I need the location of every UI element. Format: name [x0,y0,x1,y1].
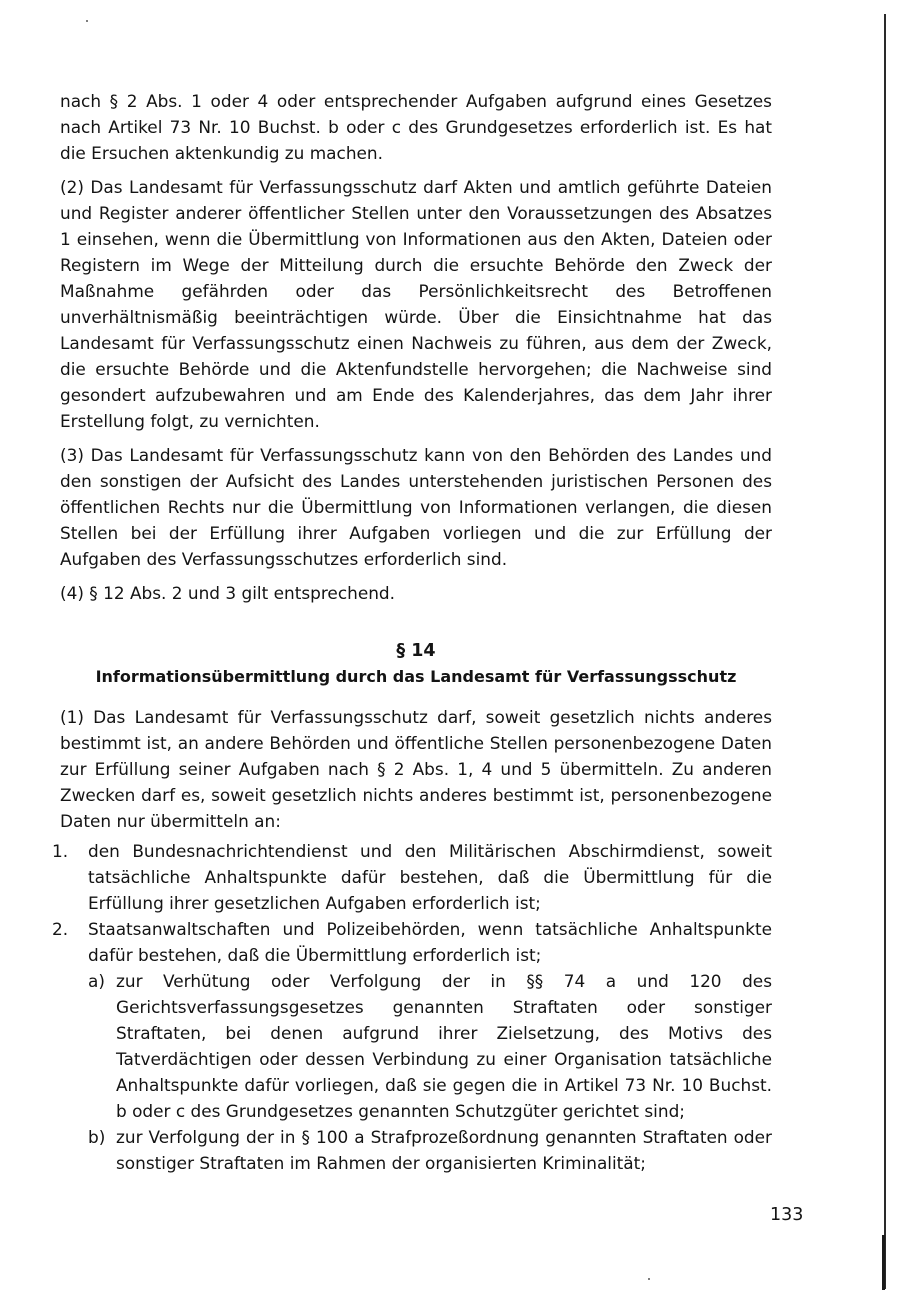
paragraph-2: (2) Das Landesamt für Verfassungsschutz darf Akten und amtlich geführte Dateien und Register anderer öffentlicher Stellen unter den Voraussetzungen des Absatzes 1 einsehen, wenn die Übermittlung von Informationen aus den Akten, Dateien oder Registern im Wege der Mitteilung durch die ersuchte Behörde den Zweck der Maßnahme gefährden oder das Persönlichkeitsrecht des Betroffenen unverhältnismäßig beeinträchtigen würde. Über die Einsichtnahme hat das Landesamt für Verfassungsschutz einen Nachweis zu führen, aus dem der Zweck, die ersuchte Behörde und die Aktenfundstelle hervorgehen; die Nachweise sind gesondert aufzubewahren und am Ende des Kalenderjahres, das dem Jahr ihrer Erstellung folgt, zu vernichten. [60,177,772,431]
page-edge-line [884,14,886,1289]
scan-speck [648,1278,650,1280]
sub-item-letter: b) [88,1127,106,1147]
list-item-number: 2. [52,919,69,939]
list-item-1 [52,838,772,916]
page-number: 133 [770,1205,804,1225]
section-paragraph-1: (1) Das Landesamt für Verfassungsschutz darf, soweit gesetzlich nichts anderes bestimmt ist, an andere Behörden und öffentliche Stellen personenbezogene Daten zur Erfüllung seiner Aufgaben nach § 2 Abs. 1, 4 und 5 übermitteln. Zu anderen Zwecken darf es, soweit gesetzlich nichts anderes bestimmt ist, personenbezogene Daten nur übermitteln an: [60,707,772,831]
list-item-2 [52,916,772,968]
sub-item-letter: a) [88,971,105,991]
paragraph-3: (3) Das Landesamt für Verfassungsschutz kann von den Behörden des Landes und den sonstigen der Aufsicht des Landes unterstehenden juristischen Personen des öffentlichen Rechts nur die Übermittlung von Informationen verlangen, die diesen Stellen bei der Erfüllung ihrer Aufgaben vorliegen und die zur Erfüllung der Aufgaben des Verfassungsschutzes erforderlich sind. [60,445,772,569]
sub-item-a [60,968,772,1124]
section-title: Informationsübermittlung durch das Landesamt für Verfassungsschutz [95,667,737,686]
list-item-text: den Bundesnachrichtendienst und den Militärischen Abschirmdienst, soweit tatsächliche Anhaltspunkte dafür bestehen, daß die Übermittlung für die Erfüllung ihrer gesetzlichen Aufgaben erforderlich ist; [88,841,772,913]
paragraph-4: (4) § 12 Abs. 2 und 3 gilt entsprechend. [60,583,396,603]
list-item-text: Staatsanwaltschaften und Polizeibehörden, wenn tatsächliche Anhaltspunkte dafür bestehen, daß die Übermittlung erforderlich ist; [88,919,772,965]
section-heading [60,638,772,690]
continued-paragraph: nach § 2 Abs. 1 oder 4 oder entsprechender Aufgaben aufgrund eines Gesetzes nach Artikel 73 Nr. 10 Buchst. b oder c des Grundgesetzes erforderlich ist. Es hat die Ersuchen aktenkundig zu machen. [60,91,772,163]
section-number: § 14 [396,641,436,661]
list-item-number: 1. [52,841,69,861]
page-edge-shadow [882,1235,885,1290]
sub-item-text: zur Verfolgung der in § 100 a Strafprozeßordnung genannten Straftaten oder sonstiger Straftaten im Rahmen der organisierten Kriminalität; [116,1127,772,1173]
sub-item-b [60,1124,772,1176]
document-page [52,88,772,1176]
scan-speck [86,20,88,22]
sub-item-text: zur Verhütung oder Verfolgung der in §§ 74 a und 120 des Gerichtsverfassungsgesetzes genannten Straftaten oder sonstiger Straftaten, bei denen aufgrund ihrer Zielsetzung, des Motivs des Tatverdächtigen oder dessen Verbindung zu einer Organisation tatsächliche Anhaltspunkte dafür vorliegen, daß sie gegen die in Artikel 73 Nr. 10 Buchst. b oder c des Grundgesetzes genannten Schutzgüter gerichtet sind; [116,971,772,1121]
